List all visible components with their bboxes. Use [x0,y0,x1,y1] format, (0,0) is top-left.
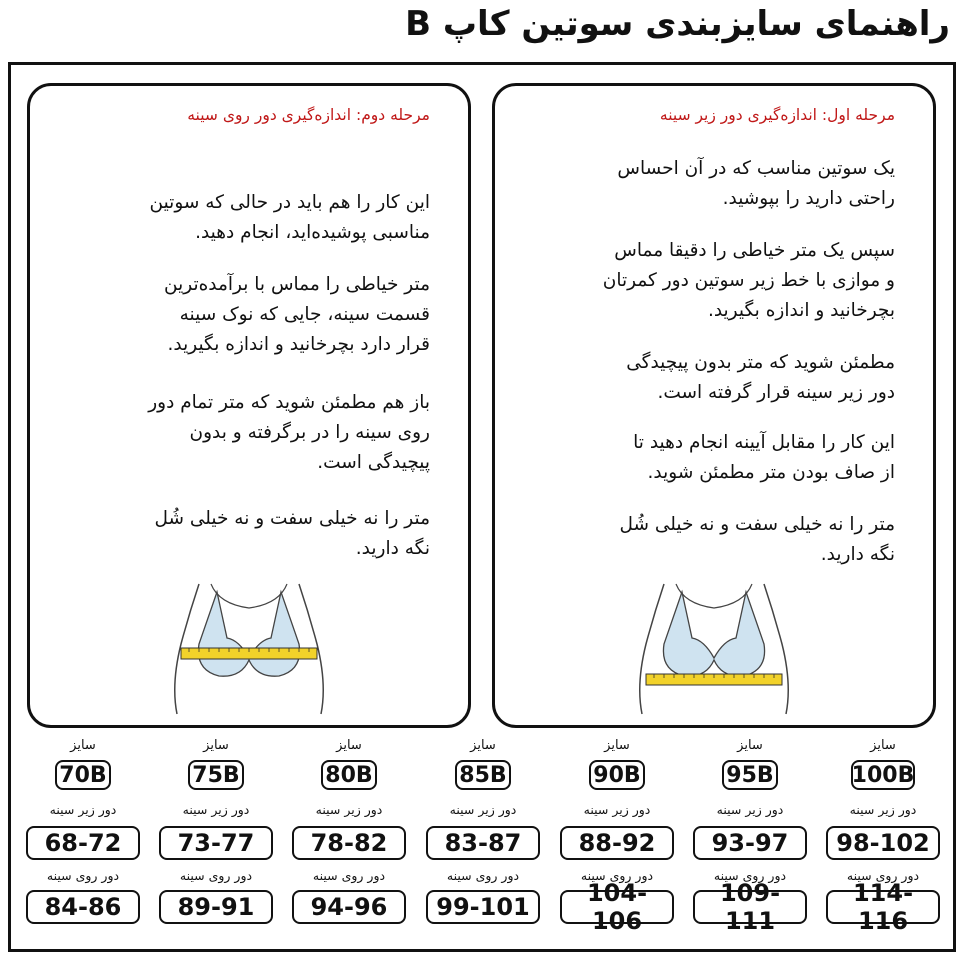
step1-paragraph: این کار را مقابل آیینه انجام دهید تا از صاف بودن متر مطمئن شوید. [633,432,895,483]
bust-label: دور روی سینه [179,868,253,883]
size-label: سایز [70,738,96,753]
bust-label: دور روی سینه [580,868,654,883]
underbust-value: 98-102 [826,826,940,860]
underbust-label: دور زیر سینه [49,802,117,817]
bust-value: 104-106 [560,890,674,924]
size-label: سایز [604,738,630,753]
bust-value: 99-101 [426,890,540,924]
size-value: 85B [455,760,511,790]
bust-value: 94-96 [292,890,406,924]
size-label: سایز [470,738,496,753]
size-label: سایز [870,738,896,753]
size-column [552,738,682,938]
size-value: 95B [722,760,778,790]
underbust-label: دور زیر سینه [315,802,383,817]
size-column [818,738,948,938]
underbust-label: دور زیر سینه [449,802,517,817]
underbust-value: 68-72 [26,826,140,860]
page-title: راهنمای سایزبندی سوتین کاپ B [405,4,950,44]
bust-value: 84-86 [26,890,140,924]
underbust-value: 78-82 [292,826,406,860]
bust-label: دور روی سینه [713,868,787,883]
size-value: 80B [321,760,377,790]
bust-label: دور روی سینه [446,868,520,883]
underbust-value: 83-87 [426,826,540,860]
size-column [685,738,815,938]
size-column [18,738,148,938]
step1-heading: مرحله اول: اندازه‌گیری دور زیر سینه [659,106,895,124]
bust-label: دور روی سینه [846,868,920,883]
underbust-illustration [624,574,804,719]
bust-illustration [159,574,339,719]
underbust-label: دور زیر سینه [583,802,651,817]
underbust-label: دور زیر سینه [849,802,917,817]
underbust-value: 93-97 [693,826,807,860]
step2-paragraph: این کار را هم باید در حالی که سوتین مناسبی پوشیده‌اید، انجام دهید. [149,192,430,243]
size-value: 90B [589,760,645,790]
size-label: سایز [737,738,763,753]
step2-panel [27,83,471,728]
bust-value: 109-111 [693,890,807,924]
size-label: سایز [203,738,229,753]
step1-panel [492,83,936,728]
bust-value: 114-116 [826,890,940,924]
size-column [418,738,548,938]
size-column [284,738,414,938]
step2-paragraph: متر را نه خیلی سفت و نه خیلی شُل نگه دارید. [154,508,430,559]
size-value: 100B [851,760,915,790]
underbust-label: دور زیر سینه [716,802,784,817]
step1-paragraph: مطمئن شوید که متر بدون پیچیدگی دور زیر سینه قرار گرفته است. [626,352,895,403]
step1-paragraph: سپس یک متر خیاطی را دقیقا مماس و موازی با خط زیر سوتین دور کمرتان بچرخانید و اندازه بگیرید. [602,240,895,321]
step2-paragraph: متر خیاطی را مماس با برآمده‌ترین قسمت سینه، جایی که نوک سینه قرار دارد بچرخانید و اندازه بگیرید. [164,274,430,355]
size-column [151,738,281,938]
step2-paragraph: باز هم مطمئن شوید که متر تمام دور روی سینه را در برگرفته و بدون پیچیدگی است. [148,392,430,473]
size-value: 70B [55,760,111,790]
step1-paragraph: یک سوتین مناسب که در آن احساس راحتی دارید را بپوشید. [617,158,895,209]
bust-value: 89-91 [159,890,273,924]
size-label: سایز [336,738,362,753]
bust-label: دور روی سینه [312,868,386,883]
underbust-value: 88-92 [560,826,674,860]
underbust-value: 73-77 [159,826,273,860]
underbust-label: دور زیر سینه [182,802,250,817]
step1-paragraph: متر را نه خیلی سفت و نه خیلی شُل نگه دارید. [619,514,895,565]
size-value: 75B [188,760,244,790]
step2-heading: مرحله دوم: اندازه‌گیری دور روی سینه [187,106,430,124]
bust-label: دور روی سینه [46,868,120,883]
